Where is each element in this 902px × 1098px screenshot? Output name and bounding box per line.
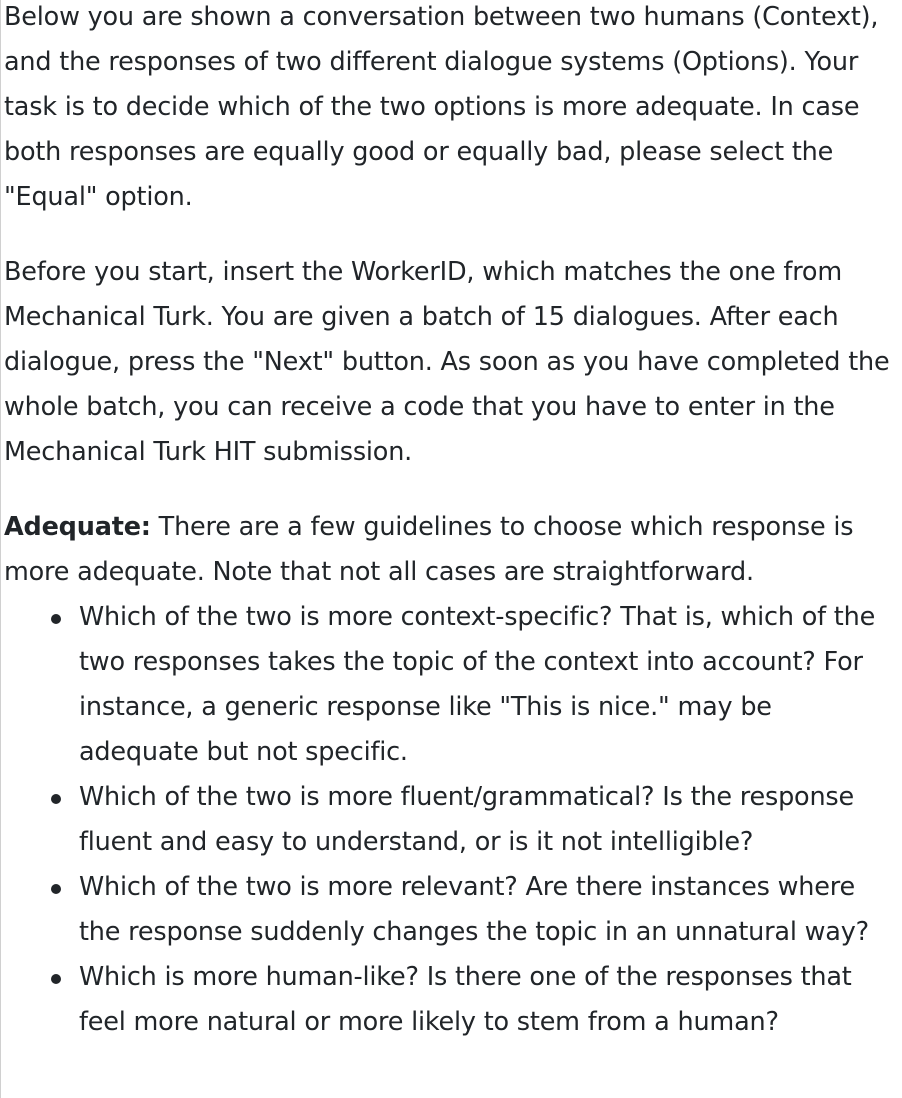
adequate-paragraph	[4, 505, 896, 595]
guideline-item-context-specific	[79, 595, 896, 775]
intro-paragraph-procedure: Before you start, insert the WorkerID, which matches the one from Mechanical Turk. You are given a batch of 15 dialogues. After each dialogue, press the "Next" button. As soon as you have completed the whole batch, you can receive a code that you have to enter in the Mechanical Turk HIT submission.	[4, 257, 890, 467]
guideline-text: Which of the two is more fluent/grammatical? Is the response fluent and easy to understand, or is it not intelligible?	[79, 782, 854, 857]
adequate-description: There are a few guidelines to choose which response is more adequate. Note that not all cases are straightforward.	[4, 512, 854, 587]
adequate-label: Adequate:	[4, 512, 151, 542]
left-border-rule	[0, 0, 1, 1098]
bullet-icon	[51, 974, 61, 984]
bullet-icon	[51, 794, 61, 804]
intro-paragraph-task: Below you are shown a conversation between two humans (Context), and the responses of two different dialogue systems (Options). Your task is to decide which of the two options is more adequate. In case both responses are equally good or equally bad, please select the "Equal" option.	[4, 2, 879, 212]
guideline-text: Which of the two is more relevant? Are there instances where the response suddenly changes the topic in an unnatural way?	[79, 872, 869, 947]
guideline-item-relevant	[79, 865, 896, 955]
guideline-item-fluent	[79, 775, 896, 865]
instructions-panel	[4, 0, 896, 1045]
guidelines-list	[4, 595, 896, 1045]
guideline-text: Which of the two is more context-specific? That is, which of the two responses takes the topic of the context into account? For instance, a generic response like "This is nice." may be adequate but not specific.	[79, 602, 876, 767]
bullet-icon	[51, 884, 61, 894]
guideline-item-human-like	[79, 955, 896, 1045]
bullet-icon	[51, 614, 61, 624]
guideline-text: Which is more human-like? Is there one of the responses that feel more natural or more likely to stem from a human?	[79, 962, 852, 1037]
